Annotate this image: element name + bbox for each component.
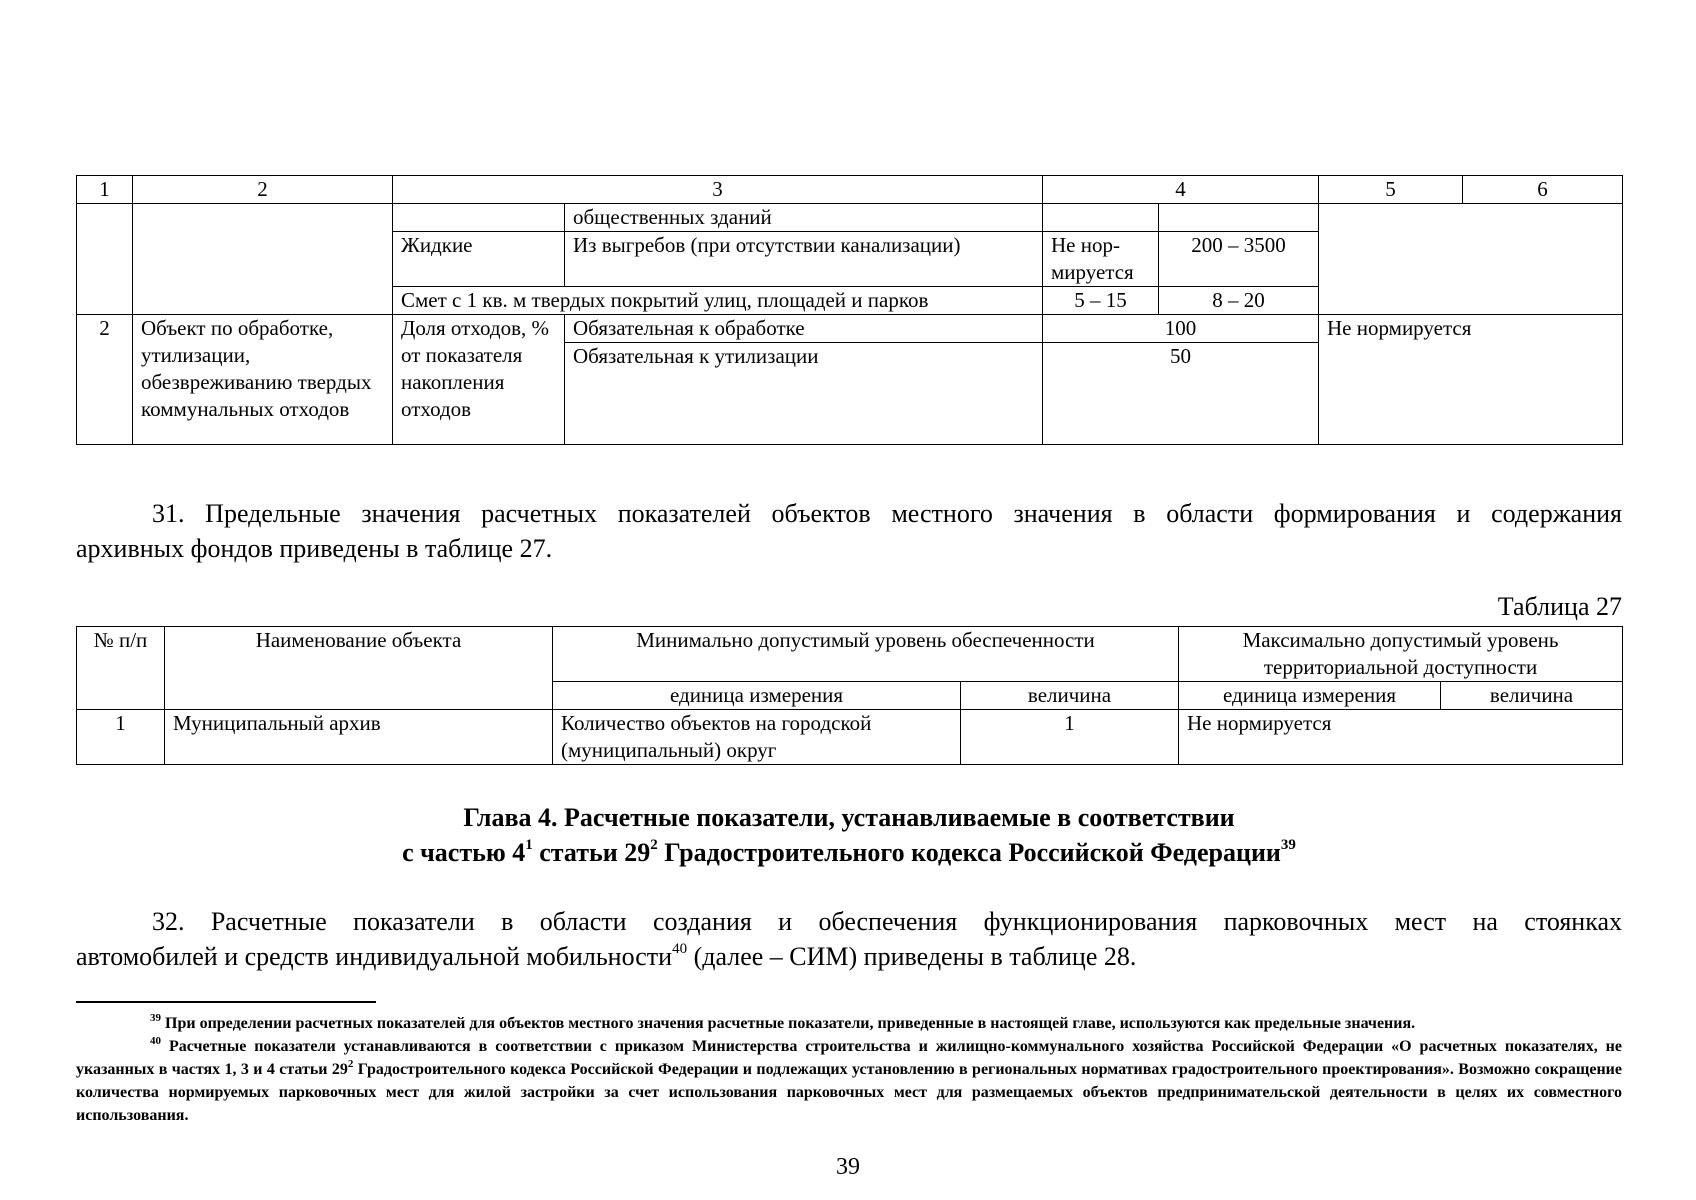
unit-cell: Доля отходов, % от показателя накопления отходов	[393, 315, 565, 445]
not-normed-cell: Не нормируется	[1319, 315, 1623, 445]
chapter-heading-line1: Глава 4. Расчетные показатели, устанавливаемые в соответствии	[463, 803, 1235, 832]
footnote-39: $^{39}$ При определении расчетных показателей для объектов местного значения расчетные показатели, приведенные в настоящей главе, используются как предельные значения.	[150, 1011, 1416, 1032]
utilization-cell: Обязательная к утилизации	[565, 343, 1043, 445]
row-num: 1	[77, 710, 165, 765]
subheader-value-2: величина	[1441, 682, 1623, 710]
col-num-4: 4	[1043, 176, 1319, 204]
liquid-range-cell: 200 – 3500	[1159, 232, 1319, 287]
footnote-40: $^{40}$ Расчетные показатели устанавливаются в соответствии с приказом Министерства строительства и жилищно-коммунального хозяйства Российской Федерации «О расчетных показателях, не указанных в частях 1, 3 и 4 статьи $29^2$ Градостроительного кодекса Российской Федерации и подлежащих установлению в региональных нормативах градостроительного проектирования». Возможно сокращение количества нормируемых парковочных мест для жилой застройки за счет использования парковочных мест для размещаемых объектов предпринимательской деятельности в целях их совместного использования.	[76, 1034, 1623, 1124]
header-num: № п/п	[77, 627, 165, 710]
public-buildings-cell: общественных зданий	[565, 204, 1043, 232]
col-num-2: 2	[133, 176, 393, 204]
object-name-cell: Объект по обработке, утилизации, обезвреживанию твердых коммунальных отходов	[133, 315, 393, 445]
paragraph-31-line2: архивных фондов приведены в таблице 27.	[76, 534, 553, 563]
paragraph-32	[76, 904, 1622, 974]
paragraph-32-line1: 32. Расчетные показатели в области создания и обеспечения функционирования парковочных мест на стоянках	[152, 907, 1622, 936]
col-num-3: 3	[393, 176, 1043, 204]
header-object-name: Наименование объекта	[165, 627, 553, 710]
paragraph-31	[76, 496, 1622, 566]
paragraph-31-line1: 31. Предельные значения расчетных показателей объектов местного значения в области формирования и содержания	[152, 499, 1622, 528]
footnote-ref-40[interactable]: 40	[672, 941, 688, 958]
processing-value: 100	[1043, 315, 1319, 343]
chapter-4-heading	[76, 800, 1622, 870]
subheader-value-1: величина	[961, 682, 1179, 710]
row-value: 1	[961, 710, 1179, 765]
subheader-unit-1: единица измерения	[553, 682, 961, 710]
table-row	[77, 315, 1623, 343]
row-number: 2	[77, 315, 133, 445]
footnotes	[76, 1012, 1622, 1127]
header-max-access: Максимально допустимый уровень территориальной доступности	[1179, 627, 1623, 682]
paragraph-32-line2: автомобилей и средств индивидуальной мобильности$^{40}$ (далее – СИМ) приведены в таблице 28.	[76, 941, 1137, 971]
table-27-caption: Таблица 27	[1497, 592, 1622, 621]
waste-table-continuation	[76, 175, 1623, 445]
row-max: Не нормируется	[1179, 710, 1623, 765]
footnote-ref-39[interactable]: 39	[1280, 837, 1296, 854]
table-row	[77, 204, 1623, 232]
sweep-cell: Смет с 1 кв. м твердых покрытий улиц, площадей и парков	[393, 287, 1043, 315]
table-row	[77, 710, 1623, 765]
table-27	[76, 626, 1623, 765]
col-num-1: 1	[77, 176, 133, 204]
col-num-6: 6	[1463, 176, 1623, 204]
column-number-row	[77, 176, 1623, 204]
table-header-row	[77, 627, 1623, 682]
utilization-value: 50	[1043, 343, 1319, 445]
row-name: Муниципальный архив	[165, 710, 553, 765]
cesspools-cell: Из выгребов (при отсутствии канализации)	[565, 232, 1043, 287]
footnote-separator	[76, 1001, 376, 1003]
header-min-level: Минимально допустимый уровень обеспеченности	[553, 627, 1179, 682]
row-unit: Количество объектов на городской (муниципальный) округ	[553, 710, 961, 765]
not-normed-short-cell: Не нор-мируется	[1043, 232, 1159, 287]
subheader-unit-2: единица измерения	[1179, 682, 1441, 710]
page-number: 39	[836, 1154, 860, 1180]
col-num-5: 5	[1319, 176, 1463, 204]
sweep-value-1: 5 – 15	[1043, 287, 1159, 315]
liquid-cell: Жидкие	[393, 232, 565, 287]
sweep-value-2: 8 – 20	[1159, 287, 1319, 315]
chapter-heading-line2: с частью $4^1$ статьи $29^2$ Градостроительного кодекса Российской Федерации$^{39}$	[402, 837, 1296, 867]
processing-cell: Обязательная к обработке	[565, 315, 1043, 343]
